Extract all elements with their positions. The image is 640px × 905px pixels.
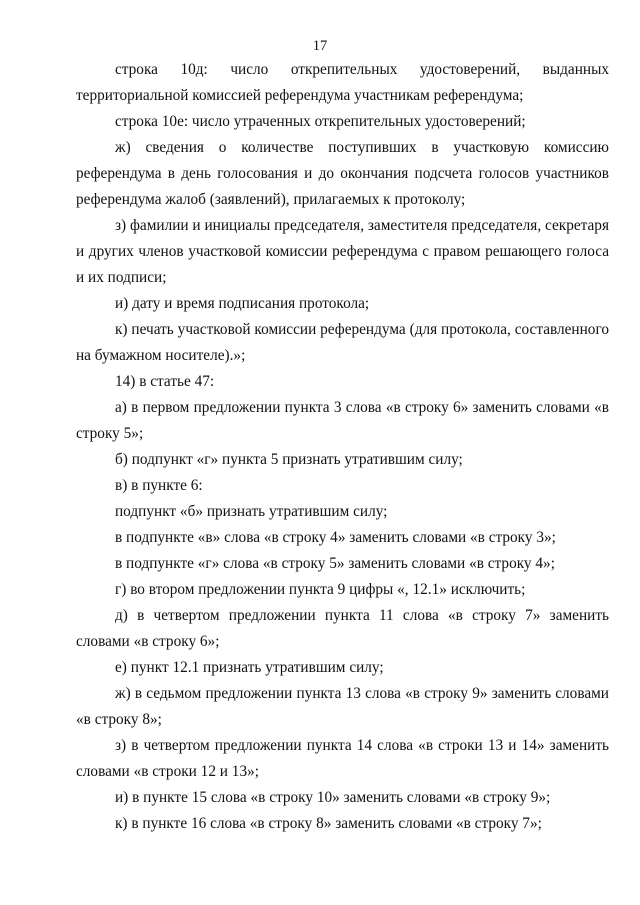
paragraph-article-47-e: е) пункт 12.1 признать утратившим силу; <box>115 659 384 676</box>
paragraph-article-47-b: б) подпункт «г» пункта 5 признать утратившим силу; <box>115 451 463 468</box>
paragraph-article-47-z: з) в четвертом предложении пункта 14 слова «в строки 13 и 14» заменить словами «в строки 12 и 13»; <box>76 737 609 780</box>
paragraph-article-47-v-sub-b: подпункт «б» признать утратившим силу; <box>115 503 388 520</box>
paragraph-article-47-g: г) во втором предложении пункта 9 цифры «, 12.1» исключить; <box>115 581 526 598</box>
paragraph-article-47-d: д) в четвертом предложении пункта 11 слова «в строку 7» заменить словами «в строку 6»; <box>76 607 609 650</box>
paragraph-line-10e: строка 10е: число утраченных открепительных удостоверений; <box>115 113 526 130</box>
paragraph-article-47-a: а) в первом предложении пункта 3 слова «в строку 6» заменить словами «в строку 5»; <box>76 399 609 442</box>
paragraph-article-47-k: к) в пункте 16 слова «в строку 8» заменить словами «в строку 7»; <box>115 815 542 832</box>
paragraph-article-47-zh: ж) в седьмом предложении пункта 13 слова «в строку 9» заменить словами «в строку 8»; <box>76 685 609 728</box>
paragraph-article-47-i: и) в пункте 15 слова «в строку 10» заменить словами «в строку 9»; <box>115 789 551 806</box>
paragraph-item-zh-complaints: ж) сведения о количестве поступивших в участковую комиссию референдума в день голосования и до окончания подсчета голосов участников референдума жалоб (заявлений), прилагаемых к протоколу; <box>76 139 609 208</box>
paragraph-article-47-v-sub-v: в подпункте «в» слова «в строку 4» заменить словами «в строку 3»; <box>115 529 556 546</box>
paragraph-item-i-date-time: и) дату и время подписания протокола; <box>115 295 370 312</box>
page-number: 17 <box>312 38 328 54</box>
paragraph-item-k-seal: к) печать участковой комиссии референдума (для протокола, составленного на бумажном носителе).»; <box>76 321 609 364</box>
document-body <box>76 57 609 837</box>
paragraph-article-47-v-sub-g: в подпункте «г» слова «в строку 5» заменить словами «в строку 4»; <box>115 555 555 572</box>
paragraph-item-z-signatures: з) фамилии и инициалы председателя, заместителя председателя, секретаря и других членов участковой комиссии референдума с правом решающего голоса и их подписи; <box>76 217 609 286</box>
paragraph-article-47-heading: 14) в статье 47: <box>115 373 215 390</box>
paragraph-line-10d: строка 10д: число открепительных удостоверений, выданных территориальной комиссией референдума участникам референдума; <box>76 61 609 104</box>
paragraph-article-47-v: в) в пункте 6: <box>115 477 203 494</box>
